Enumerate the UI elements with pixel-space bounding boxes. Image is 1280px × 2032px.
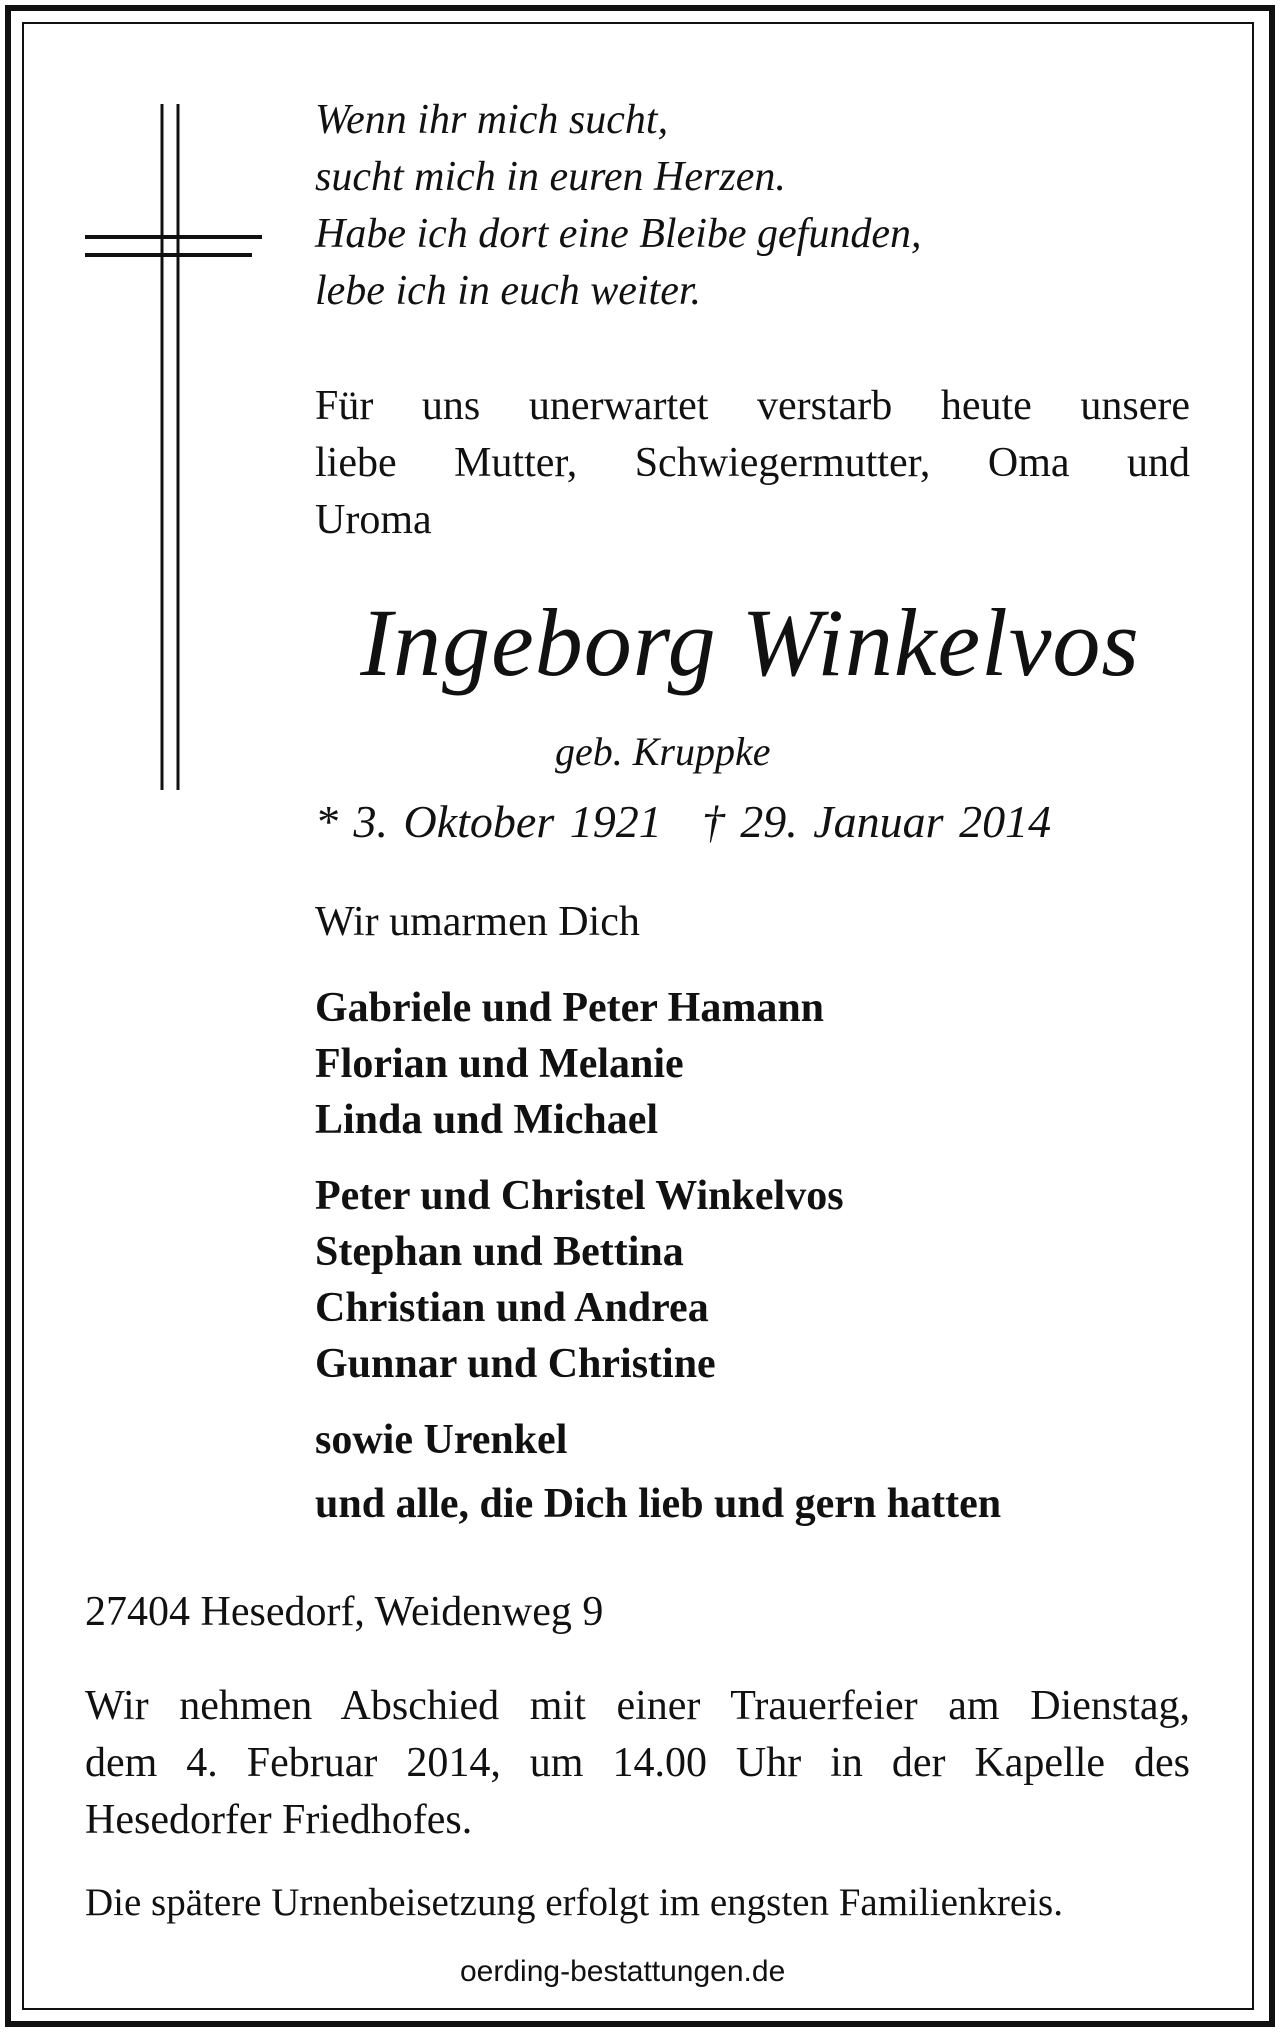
funeral-home-website: oerding-bestattungen.de bbox=[460, 1955, 786, 1988]
death-announcement bbox=[315, 378, 1190, 549]
poem-line: Habe ich dort eine Bleibe gefunden, bbox=[315, 211, 922, 257]
mourner-line: Stephan und Bettina bbox=[315, 1229, 684, 1275]
mourner-line: Linda und Michael bbox=[315, 1097, 659, 1143]
mourner-line: Gabriele und Peter Hamann bbox=[315, 985, 825, 1031]
mourner-line: und alle, die Dich lieb und gern hatten bbox=[315, 1481, 1002, 1527]
poem-line: Wenn ihr mich sucht, bbox=[315, 97, 669, 143]
urn-burial-note: Die spätere Urnenbeisetzung erfolgt im engsten Familienkreis. bbox=[85, 1881, 1063, 1924]
mourner-line: Gunnar und Christine bbox=[315, 1341, 716, 1387]
ceremony-line: Hesedorfer Friedhofes. bbox=[85, 1797, 473, 1843]
address: 27404 Hesedorf, Weidenweg 9 bbox=[85, 1589, 604, 1635]
death-date: † 29. Januar 2014 bbox=[701, 796, 1052, 847]
ceremony-info bbox=[85, 1678, 1190, 1849]
mourner-line: Florian und Melanie bbox=[315, 1041, 684, 1087]
ceremony-line: Wir nehmen Abschied mit einer Trauerfeier am Dienstag, bbox=[85, 1683, 1190, 1729]
mourner-line: sowie Urenkel bbox=[315, 1417, 568, 1463]
mourner-line: Peter und Christel Winkelvos bbox=[315, 1173, 844, 1219]
announcement-line: Für uns unerwartet verstarb heute unsere bbox=[315, 383, 1190, 429]
poem-line: sucht mich in euren Herzen. bbox=[315, 154, 786, 200]
ceremony-line: dem 4. Februar 2014, um 14.00 Uhr in der Kapelle des bbox=[85, 1740, 1190, 1786]
mourners-group bbox=[315, 1168, 844, 1392]
maiden-name: geb. Kruppke bbox=[555, 729, 771, 774]
mourners-group bbox=[315, 980, 824, 1148]
announcement-line: Uroma bbox=[315, 497, 432, 543]
announcement-line: liebe Mutter, Schwiegermutter, Oma und bbox=[315, 440, 1190, 486]
farewell-line: Wir umarmen Dich bbox=[315, 899, 640, 945]
birth-date: * 3. Oktober 1921 bbox=[315, 796, 662, 847]
mourner-line: Christian und Andrea bbox=[315, 1285, 709, 1331]
poem bbox=[315, 92, 921, 320]
mourners-group bbox=[315, 1408, 1001, 1536]
cross-icon bbox=[0, 0, 300, 800]
deceased-name: Ingeborg Winkelvos bbox=[360, 589, 1140, 696]
poem-line: lebe ich in euch weiter. bbox=[315, 268, 702, 314]
life-dates bbox=[315, 795, 1051, 848]
